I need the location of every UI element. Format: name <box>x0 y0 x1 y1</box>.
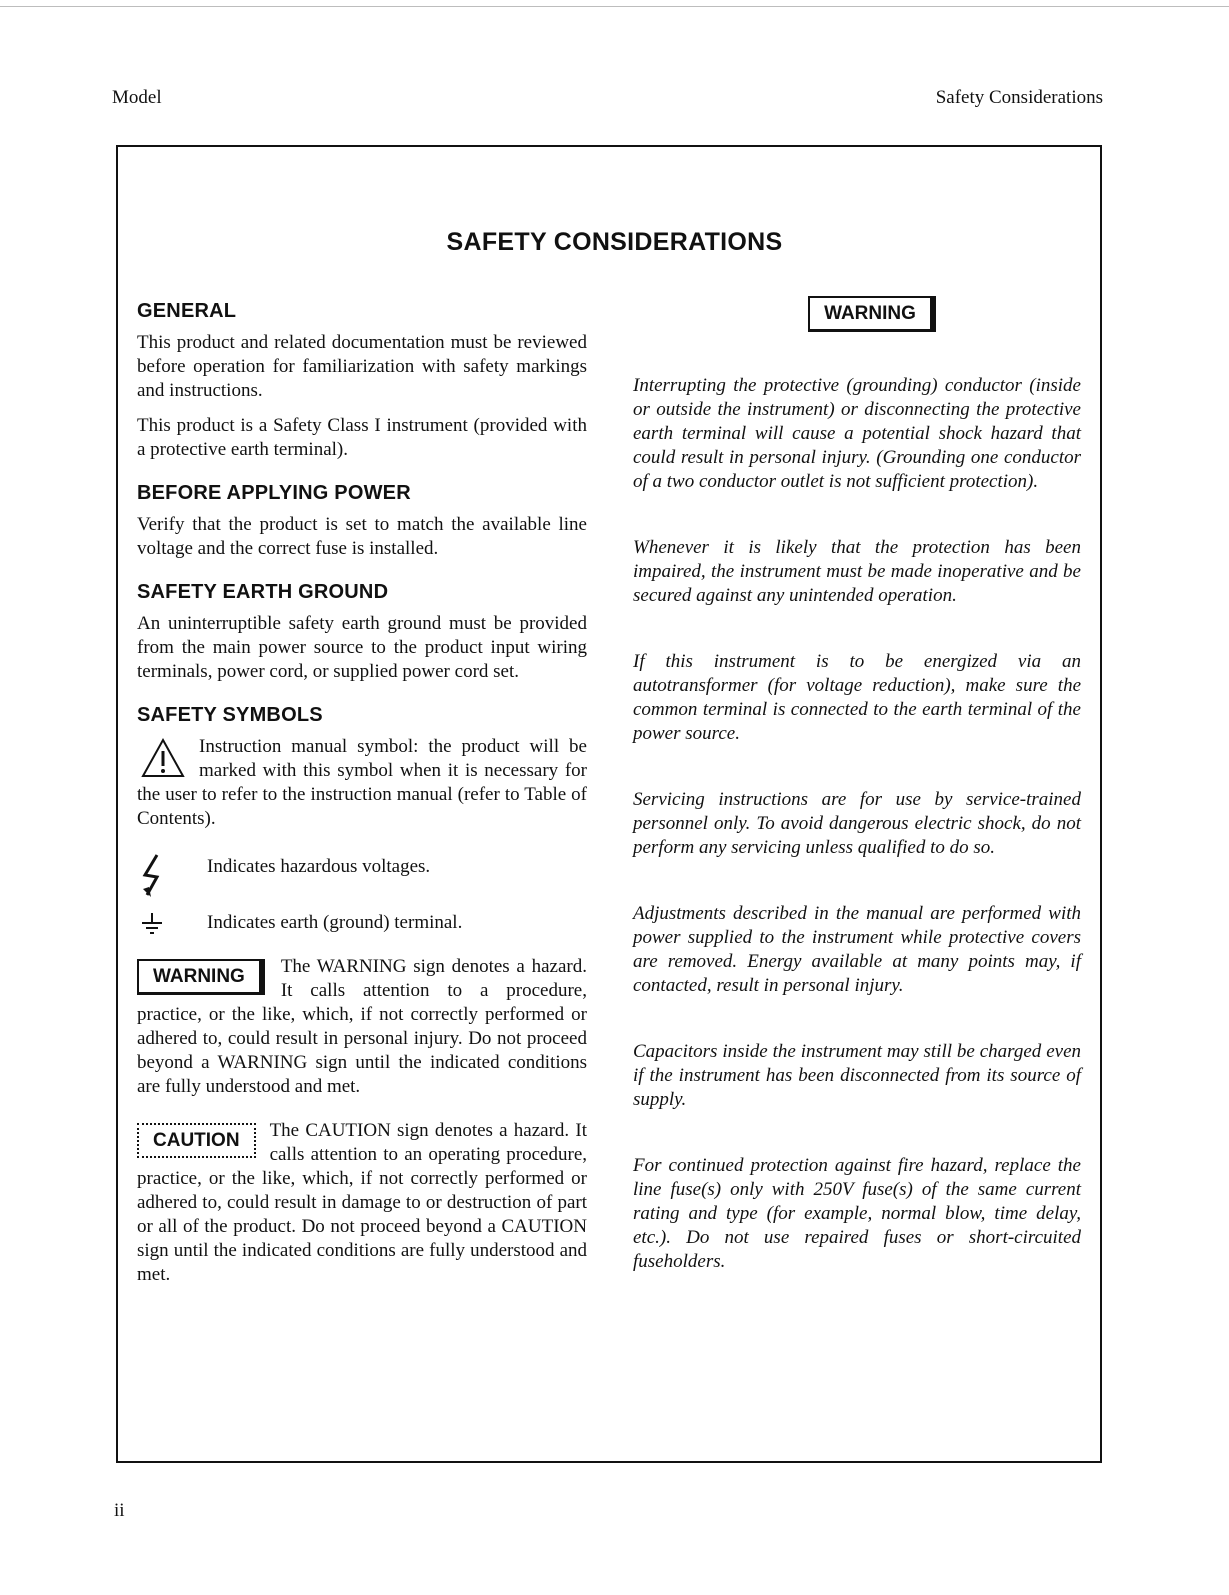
ground-symbol-row <box>137 911 587 935</box>
voltage-symbol-text: Indicates hazardous voltages. <box>207 856 431 877</box>
header-section: Safety Considerations <box>935 87 1103 108</box>
earth-ground-icon <box>137 911 207 935</box>
warning-item: Capacitors inside the instrument may still be charged even if the instrument has been disconnected from its source of supply. <box>633 1041 1081 1110</box>
safety-symbols-heading: SAFETY SYMBOLS <box>137 704 323 726</box>
before-power-heading: BEFORE APPLYING POWER <box>137 482 411 504</box>
caution-sign-label: CAUTION <box>137 1123 256 1158</box>
warning-sign-label: WARNING <box>137 959 265 995</box>
caution-sign-text: The CAUTION sign denotes a hazard. It calls attention to an operating procedure, practice, or the like, which, if not correctly performed or adhered to, could result in damage to or destruction of part or all of the product. Do not proceed beyond a CAUTION sign until the indicated conditions are fully understood and met. <box>137 1120 587 1285</box>
voltage-symbol-row <box>137 853 587 899</box>
general-paragraph-1: This product and related documentation must be reviewed before operation for familiarization with safety markings and instructions. <box>137 332 587 401</box>
right-column <box>633 296 1081 1316</box>
page-title: SAFETY CONSIDERATIONS <box>446 228 783 256</box>
page-number: ii <box>114 1500 125 1521</box>
warning-item: If this instrument is to be energized via an autotransformer (for voltage reduction), make sure the common terminal is connected to the earth terminal of the power source. <box>633 651 1081 744</box>
ground-symbol-text: Indicates earth (ground) terminal. <box>207 912 463 933</box>
warning-item: For continued protection against fire hazard, replace the line fuse(s) only with 250V fuse(s) of the same current rating and type (for example, normal blow, time delay, etc.). Do not use repaired fuses or short-circuited fuseholders. <box>633 1155 1081 1272</box>
caution-sign-block <box>137 1119 587 1287</box>
warning-item: Servicing instructions are for use by service-trained personnel only. To avoid dangerous electric shock, do not perform any servicing unless qualified to do so. <box>633 789 1081 858</box>
header-model: Model <box>112 87 162 108</box>
top-rule <box>0 6 1229 7</box>
before-power-paragraph: Verify that the product is set to match the available line voltage and the correct fuse is installed. <box>137 514 587 559</box>
caution-triangle-icon <box>141 737 185 779</box>
left-column <box>137 300 587 1287</box>
warning-sign-block <box>137 955 587 1099</box>
earth-ground-paragraph: An uninterruptible safety earth ground must be provided from the main power source to the product input wiring terminals, power cord, or supplied power cord set. <box>137 613 587 682</box>
manual-symbol-text: Instruction manual symbol: the product will be marked with this symbol when it is necessary for the user to refer to the instruction manual (refer to Table of Contents). <box>137 736 587 829</box>
general-heading: GENERAL <box>137 300 237 322</box>
warning-sign-text: The WARNING sign denotes a hazard. It calls attention to a procedure, practice, or the like, which, if not correctly performed or adhered to, could result in personal injury. Do not proceed beyond a WARNING sign until the indicated conditions are fully understood and met. <box>137 956 587 1097</box>
warning-item: Adjustments described in the manual are performed with power supplied to the instrument while protective covers are removed. Energy available at many points may, if contacted, result in personal injury. <box>633 903 1081 996</box>
general-paragraph-2: This product is a Safety Class I instrument (provided with a protective earth terminal). <box>137 415 587 460</box>
warning-header-label: WARNING <box>808 296 936 332</box>
warning-sign-badge <box>137 959 265 995</box>
manual-symbol-block <box>137 735 587 831</box>
warning-header <box>633 296 1081 332</box>
lightning-bolt-icon <box>137 853 207 899</box>
earth-ground-heading: SAFETY EARTH GROUND <box>137 581 389 603</box>
warning-item: Interrupting the protective (grounding) conductor (inside or outside the instrument) or disconnecting the protective earth terminal will cause a potential shock hazard that could result in personal injury. (Grounding one conductor of a two conductor outlet is not sufficient protection). <box>633 375 1081 492</box>
caution-sign-badge <box>137 1123 256 1158</box>
warning-item: Whenever it is likely that the protection has been impaired, the instrument must be made inoperative and be secured against any unintended operation. <box>633 537 1081 606</box>
